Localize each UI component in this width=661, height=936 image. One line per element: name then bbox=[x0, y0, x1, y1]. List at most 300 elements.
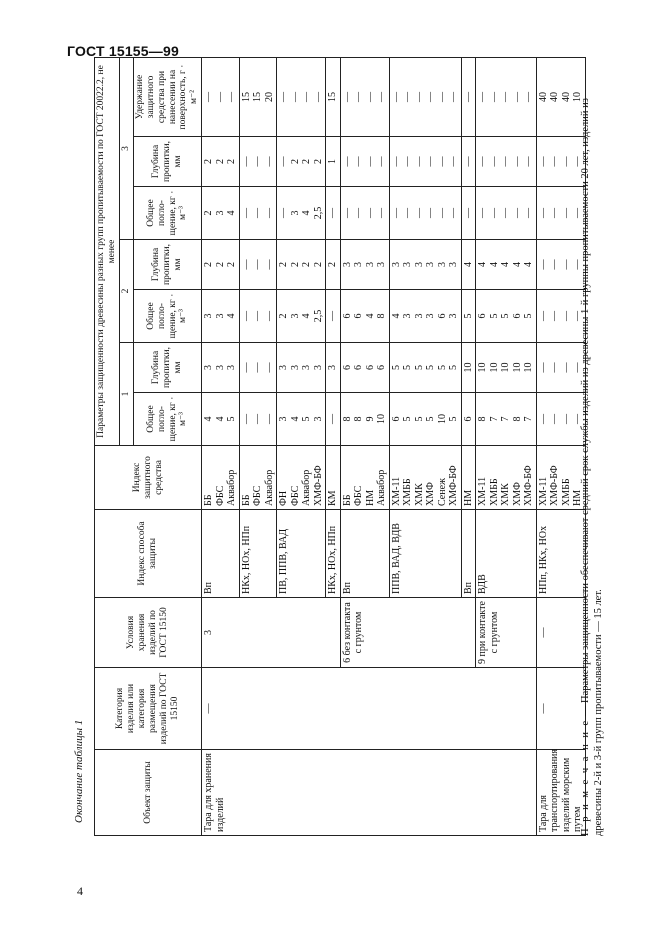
cell-d2 bbox=[476, 240, 537, 290]
cell-value: — bbox=[278, 156, 290, 167]
cell-value: 3 bbox=[341, 262, 353, 267]
cell-d1 bbox=[340, 343, 389, 393]
cell-value: — bbox=[327, 311, 339, 321]
cell-value: ФБС bbox=[252, 485, 264, 506]
cell-value: 3 bbox=[436, 262, 448, 267]
cell-value: ХМФ bbox=[425, 482, 437, 506]
cell-value: — bbox=[462, 208, 474, 218]
table-row bbox=[536, 57, 585, 835]
cell-value: — bbox=[448, 208, 460, 218]
cell-value: — bbox=[560, 362, 572, 373]
cell-value: — bbox=[523, 92, 535, 102]
cell-value: 4 bbox=[500, 262, 512, 267]
cell-a2 bbox=[461, 290, 476, 343]
cell-value: — bbox=[462, 92, 474, 102]
cell-value: — bbox=[500, 92, 512, 102]
cell-value: 5 bbox=[488, 313, 500, 319]
cell-value: — bbox=[572, 156, 584, 167]
cell-value: 3 bbox=[413, 262, 425, 267]
cell-value: 15 bbox=[240, 92, 252, 102]
cell-d3 bbox=[389, 137, 461, 187]
cell-value: ХМББ bbox=[560, 478, 572, 506]
cell-value: 7 bbox=[523, 416, 535, 422]
cell-value: — bbox=[511, 156, 523, 167]
cell-value: 10 bbox=[488, 362, 500, 373]
cell-value: 40 bbox=[549, 92, 561, 102]
cell-value: — bbox=[549, 208, 561, 218]
cell-a1 bbox=[277, 393, 326, 446]
cell-value: — bbox=[263, 362, 275, 373]
cell-value: — bbox=[390, 92, 402, 102]
cell-value: — bbox=[402, 156, 414, 167]
cell-value: ХМК bbox=[413, 483, 425, 506]
cell-value: — bbox=[402, 92, 414, 102]
cell-value: 4 bbox=[477, 262, 489, 267]
cell-value: 2 bbox=[312, 262, 324, 267]
cell-value: 4 bbox=[289, 416, 301, 422]
cell-value: 5 bbox=[226, 416, 238, 422]
cell-value: — bbox=[376, 208, 388, 218]
cell-value: 3 bbox=[425, 313, 437, 319]
protection-table bbox=[94, 57, 586, 836]
cell-r bbox=[536, 57, 585, 136]
cell-value: Аквабор bbox=[263, 469, 275, 506]
cell-value: — bbox=[511, 92, 523, 102]
header-conditions: Условия хранения изделий по ГОСТ 15150 bbox=[95, 598, 202, 668]
cell-value: 20 bbox=[263, 92, 275, 102]
header-depth: Глубина пропитки, мм bbox=[133, 137, 202, 187]
cell-d1 bbox=[389, 343, 461, 393]
cell-a3 bbox=[202, 187, 240, 240]
cell-value: 6 bbox=[477, 313, 489, 319]
cell-value: — bbox=[413, 156, 425, 167]
cell-value: — bbox=[252, 414, 264, 424]
cell-value: — bbox=[523, 208, 535, 218]
cell-value: — bbox=[364, 156, 376, 167]
cell-value: — bbox=[278, 92, 290, 102]
cell-a2 bbox=[202, 290, 240, 343]
cell-value: — bbox=[560, 156, 572, 167]
cell-value: — bbox=[572, 362, 584, 373]
cell-method: НКх, НОх, НПп bbox=[239, 510, 277, 598]
cell-conditions: 9 при контакте с грунтом bbox=[476, 598, 537, 668]
cell-value: 8 bbox=[477, 416, 489, 422]
cell-value: — bbox=[263, 414, 275, 424]
cell-d3 bbox=[461, 137, 476, 187]
cell-method: ППВ, ВАД, ВДВ bbox=[389, 510, 461, 598]
cell-value: — bbox=[301, 92, 313, 102]
cell-value: — bbox=[278, 208, 290, 218]
cell-value: 5 bbox=[413, 365, 425, 370]
cell-value: — bbox=[413, 208, 425, 218]
cell-value: 5 bbox=[448, 365, 460, 370]
cell-value: 3 bbox=[402, 262, 414, 267]
cell-value: 3 bbox=[353, 262, 365, 267]
cell-value: 5 bbox=[425, 416, 437, 422]
cell-value: 4 bbox=[226, 313, 238, 319]
cell-method: ПВ, ППВ, ВАД bbox=[277, 510, 326, 598]
cell-value: 3 bbox=[448, 313, 460, 319]
cell-value: 2 bbox=[203, 159, 215, 164]
cell-value: — bbox=[572, 414, 584, 424]
cell-agent bbox=[202, 446, 240, 510]
cell-value: 10 bbox=[376, 414, 388, 424]
cell-value: — bbox=[263, 259, 275, 270]
cell-d1 bbox=[536, 343, 585, 393]
cell-value: 4 bbox=[390, 313, 402, 319]
cell-value: — bbox=[240, 414, 252, 424]
cell-value: 10 bbox=[572, 92, 584, 102]
cell-value: — bbox=[549, 414, 561, 424]
cell-object: Тара для хранения изделий bbox=[202, 750, 537, 836]
cell-value: — bbox=[263, 208, 275, 218]
cell-value: 3 bbox=[203, 365, 215, 370]
cell-value: — bbox=[312, 92, 324, 102]
header-category: Категория изделия или категория размещения изделий по ГОСТ 15150 bbox=[95, 668, 202, 750]
cell-a3 bbox=[326, 187, 341, 240]
cell-value: 5 bbox=[390, 365, 402, 370]
cell-r bbox=[202, 57, 240, 136]
cell-value: 10 bbox=[477, 362, 489, 373]
cell-value: 10 bbox=[511, 362, 523, 373]
cell-value: — bbox=[364, 92, 376, 102]
cell-value: — bbox=[436, 208, 448, 218]
cell-value: — bbox=[549, 311, 561, 321]
cell-a1 bbox=[389, 393, 461, 446]
cell-value: — bbox=[549, 362, 561, 373]
cell-value: 4 bbox=[214, 416, 226, 422]
cell-value: — bbox=[327, 414, 339, 424]
cell-value: — bbox=[560, 208, 572, 218]
cell-value: 40 bbox=[560, 92, 572, 102]
cell-value: ФБС bbox=[353, 485, 365, 506]
cell-agent bbox=[277, 446, 326, 510]
cell-a1 bbox=[476, 393, 537, 446]
cell-method: НПп, НКх, НОх bbox=[536, 510, 585, 598]
cell-value: Аквабор bbox=[376, 469, 388, 506]
cell-value: ББ bbox=[240, 494, 252, 506]
cell-value: 3 bbox=[214, 313, 226, 319]
header-absorption: Общее погло-щение, кг · м⁻³ bbox=[133, 290, 202, 343]
cell-value: — bbox=[549, 156, 561, 167]
cell-value: — bbox=[376, 156, 388, 167]
cell-value: 3 bbox=[203, 313, 215, 319]
cell-value: — bbox=[500, 156, 512, 167]
cell-value: 2 bbox=[301, 262, 313, 267]
header-absorption: Общее погло-щение, кг · м⁻³ bbox=[133, 393, 202, 446]
cell-value: 3 bbox=[390, 262, 402, 267]
cell-value: ХМК bbox=[500, 483, 512, 506]
cell-agent bbox=[476, 446, 537, 510]
cell-method: НКх, НОх, НПп bbox=[326, 510, 341, 598]
cell-a2 bbox=[326, 290, 341, 343]
cell-value: — bbox=[240, 311, 252, 321]
cell-agent bbox=[389, 446, 461, 510]
cell-r bbox=[340, 57, 389, 136]
note-text: — Параметры защищенности обеспечивают средний срок службы изделий из древесины 1-й группы пропитываемости 20 лет, изделий из древесины 2-й и 3-й групп пропитываемости — 15 лет. bbox=[580, 98, 605, 836]
cell-d2 bbox=[389, 240, 461, 290]
cell-value: 4 bbox=[226, 210, 238, 216]
cell-value: 2 bbox=[289, 262, 301, 267]
cell-value: 3 bbox=[289, 313, 301, 319]
cell-value: — bbox=[364, 208, 376, 218]
cell-value: — bbox=[402, 208, 414, 218]
table-continuation-label: Окончание таблицы 1 bbox=[73, 719, 85, 823]
cell-value: — bbox=[560, 311, 572, 321]
page-header: ГОСТ 15155—99 bbox=[67, 43, 179, 59]
cell-value: — bbox=[327, 208, 339, 218]
cell-value: 5 bbox=[301, 416, 313, 422]
cell-value: 3 bbox=[376, 262, 388, 267]
cell-value: — bbox=[240, 156, 252, 167]
cell-value: 5 bbox=[500, 313, 512, 319]
cell-d1 bbox=[476, 343, 537, 393]
cell-value: ХМББ bbox=[402, 478, 414, 506]
cell-value: — bbox=[376, 92, 388, 102]
cell-a1 bbox=[461, 393, 476, 446]
cell-value: — bbox=[252, 208, 264, 218]
header-depth: Глубина пропитки, мм bbox=[133, 343, 202, 393]
cell-value: — bbox=[390, 208, 402, 218]
cell-value: 5 bbox=[523, 313, 535, 319]
cell-value: ХМФ-БФ bbox=[312, 465, 324, 506]
cell-value: — bbox=[203, 92, 215, 102]
cell-a2 bbox=[389, 290, 461, 343]
cell-value: — bbox=[477, 92, 489, 102]
cell-value: 10 bbox=[462, 362, 474, 373]
cell-value: — bbox=[462, 156, 474, 167]
cell-value: — bbox=[252, 311, 264, 321]
cell-value: 8 bbox=[376, 313, 388, 319]
cell-agent bbox=[239, 446, 277, 510]
cell-value: НМ bbox=[364, 489, 376, 506]
cell-value: ХМББ bbox=[488, 478, 500, 506]
cell-value: — bbox=[523, 156, 535, 167]
cell-value: 10 bbox=[500, 362, 512, 373]
cell-a2 bbox=[476, 290, 537, 343]
cell-r bbox=[239, 57, 277, 136]
cell-value: — bbox=[448, 156, 460, 167]
cell-value: 5 bbox=[425, 365, 437, 370]
cell-value: 4 bbox=[523, 262, 535, 267]
cell-value: ББ bbox=[341, 494, 353, 506]
cell-value: 3 bbox=[312, 365, 324, 370]
cell-value: — bbox=[214, 92, 226, 102]
note-lead: П р и м е ч а н и е bbox=[580, 718, 591, 836]
cell-r bbox=[326, 57, 341, 136]
cell-d2 bbox=[202, 240, 240, 290]
cell-r bbox=[277, 57, 326, 136]
cell-value: 2 bbox=[214, 262, 226, 267]
header-object: Объект защиты bbox=[95, 750, 202, 836]
cell-a2 bbox=[239, 290, 277, 343]
cell-value: 2,5 bbox=[312, 206, 324, 220]
cell-value: НМ bbox=[462, 489, 474, 506]
cell-value: 6 bbox=[511, 313, 523, 319]
cell-category: — bbox=[536, 668, 585, 750]
cell-value: 6 bbox=[353, 313, 365, 319]
cell-value: ХМФ-БФ bbox=[549, 465, 561, 506]
cell-conditions: 3 bbox=[202, 598, 341, 668]
cell-a3 bbox=[476, 187, 537, 240]
cell-value: — bbox=[488, 208, 500, 218]
cell-value: ХМФ-БФ bbox=[448, 465, 460, 506]
cell-value: ХМ-11 bbox=[477, 476, 489, 506]
header-method: Индекс способа защиты bbox=[95, 510, 202, 598]
cell-conditions: 6 без контакта с грунтом bbox=[340, 598, 476, 668]
cell-value: 5 bbox=[448, 416, 460, 422]
cell-value: — bbox=[341, 156, 353, 167]
cell-a1 bbox=[536, 393, 585, 446]
cell-value: — bbox=[341, 92, 353, 102]
cell-value: — bbox=[341, 208, 353, 218]
header-agent: Индекс защитного средства bbox=[95, 446, 202, 510]
cell-method: ВДВ bbox=[476, 510, 537, 598]
cell-value: — bbox=[572, 311, 584, 321]
cell-a3 bbox=[277, 187, 326, 240]
cell-value: 2,5 bbox=[312, 309, 324, 323]
cell-d2 bbox=[239, 240, 277, 290]
cell-value: — bbox=[477, 156, 489, 167]
cell-d3 bbox=[202, 137, 240, 187]
cell-value: 2 bbox=[226, 159, 238, 164]
cell-value: 3 bbox=[289, 365, 301, 370]
header-params: Параметры защищенности древесины разных групп пропитываемости по ГОСТ 20022.2, не менее bbox=[95, 57, 120, 445]
cell-value: 4 bbox=[488, 262, 500, 267]
cell-value: КМ bbox=[327, 490, 339, 506]
cell-value: 5 bbox=[436, 365, 448, 370]
cell-value: — bbox=[413, 92, 425, 102]
cell-value: 6 bbox=[436, 313, 448, 319]
cell-value: 3 bbox=[413, 313, 425, 319]
cell-value: ФН bbox=[278, 490, 290, 506]
cell-value: 2 bbox=[203, 210, 215, 216]
cell-value: 4 bbox=[462, 262, 474, 267]
cell-d3 bbox=[476, 137, 537, 187]
cell-value: 7 bbox=[488, 416, 500, 422]
cell-value: — bbox=[436, 156, 448, 167]
cell-value: 3 bbox=[226, 365, 238, 370]
cell-value: — bbox=[511, 208, 523, 218]
cell-value: 3 bbox=[278, 365, 290, 370]
cell-agent bbox=[326, 446, 341, 510]
cell-value: 2 bbox=[203, 262, 215, 267]
cell-value: — bbox=[549, 259, 561, 270]
header-group-2: 2 bbox=[119, 240, 133, 343]
cell-value: 2 bbox=[214, 159, 226, 164]
cell-a3 bbox=[536, 187, 585, 240]
cell-d2 bbox=[340, 240, 389, 290]
cell-value: 3 bbox=[425, 262, 437, 267]
cell-value: — bbox=[289, 92, 301, 102]
cell-value: — bbox=[252, 362, 264, 373]
cell-value: 6 bbox=[390, 416, 402, 422]
cell-value: — bbox=[240, 362, 252, 373]
cell-value: 6 bbox=[364, 365, 376, 370]
cell-value: 3 bbox=[278, 416, 290, 422]
cell-a3 bbox=[461, 187, 476, 240]
cell-category: — bbox=[202, 668, 537, 750]
cell-value: 4 bbox=[511, 262, 523, 267]
cell-value: 3 bbox=[327, 365, 339, 370]
cell-value: — bbox=[353, 92, 365, 102]
header-group-1: 1 bbox=[119, 343, 133, 446]
cell-value: — bbox=[240, 259, 252, 270]
cell-value: ФБС bbox=[289, 485, 301, 506]
header-retention: Удержание защитного средства при нанесении на поверхность, г · м⁻² bbox=[133, 57, 202, 136]
table-row bbox=[202, 57, 240, 835]
cell-value: — bbox=[537, 311, 549, 321]
cell-d3 bbox=[340, 137, 389, 187]
cell-value: ХМ-11 bbox=[537, 476, 549, 506]
cell-value: — bbox=[537, 156, 549, 167]
cell-value: 4 bbox=[301, 313, 313, 319]
cell-value: 8 bbox=[353, 416, 365, 422]
cell-value: 10 bbox=[436, 414, 448, 424]
cell-a1 bbox=[326, 393, 341, 446]
cell-value: 3 bbox=[301, 365, 313, 370]
cell-value: — bbox=[353, 156, 365, 167]
cell-value: 2 bbox=[301, 159, 313, 164]
cell-d1 bbox=[239, 343, 277, 393]
header-depth: Глубина пропитки, мм bbox=[133, 240, 202, 290]
cell-a1 bbox=[202, 393, 240, 446]
cell-d3 bbox=[326, 137, 341, 187]
cell-value: — bbox=[425, 92, 437, 102]
cell-value: 5 bbox=[413, 416, 425, 422]
cell-value: — bbox=[425, 208, 437, 218]
table-note bbox=[579, 92, 605, 836]
cell-r bbox=[389, 57, 461, 136]
cell-value: — bbox=[537, 208, 549, 218]
cell-value: — bbox=[488, 92, 500, 102]
cell-value: 2 bbox=[327, 262, 339, 267]
cell-conditions: — bbox=[536, 598, 585, 668]
cell-value: 15 bbox=[252, 92, 264, 102]
cell-value: 4 bbox=[301, 210, 313, 216]
cell-d1 bbox=[326, 343, 341, 393]
cell-value: 5 bbox=[402, 365, 414, 370]
cell-agent bbox=[340, 446, 389, 510]
cell-value: — bbox=[448, 92, 460, 102]
cell-value: 6 bbox=[462, 416, 474, 422]
cell-a1 bbox=[239, 393, 277, 446]
cell-a3 bbox=[389, 187, 461, 240]
cell-value: 4 bbox=[364, 313, 376, 319]
cell-value: 9 bbox=[364, 416, 376, 422]
cell-value: — bbox=[226, 92, 238, 102]
cell-value: — bbox=[537, 259, 549, 270]
cell-value: 3 bbox=[448, 262, 460, 267]
cell-value: 6 bbox=[341, 313, 353, 319]
cell-value: — bbox=[572, 208, 584, 218]
cell-value: — bbox=[500, 208, 512, 218]
cell-d3 bbox=[536, 137, 585, 187]
cell-d1 bbox=[277, 343, 326, 393]
cell-value: ХМ-11 bbox=[390, 476, 402, 506]
cell-value: Аквабор bbox=[226, 469, 238, 506]
cell-value: 7 bbox=[500, 416, 512, 422]
cell-value: 10 bbox=[523, 362, 535, 373]
cell-value: — bbox=[560, 414, 572, 424]
header-group-3: 3 bbox=[119, 57, 133, 239]
cell-d2 bbox=[277, 240, 326, 290]
cell-value: 3 bbox=[312, 416, 324, 422]
cell-value: — bbox=[353, 208, 365, 218]
cell-value: — bbox=[572, 259, 584, 270]
cell-value: 6 bbox=[376, 365, 388, 370]
cell-value: 1 bbox=[327, 159, 339, 164]
